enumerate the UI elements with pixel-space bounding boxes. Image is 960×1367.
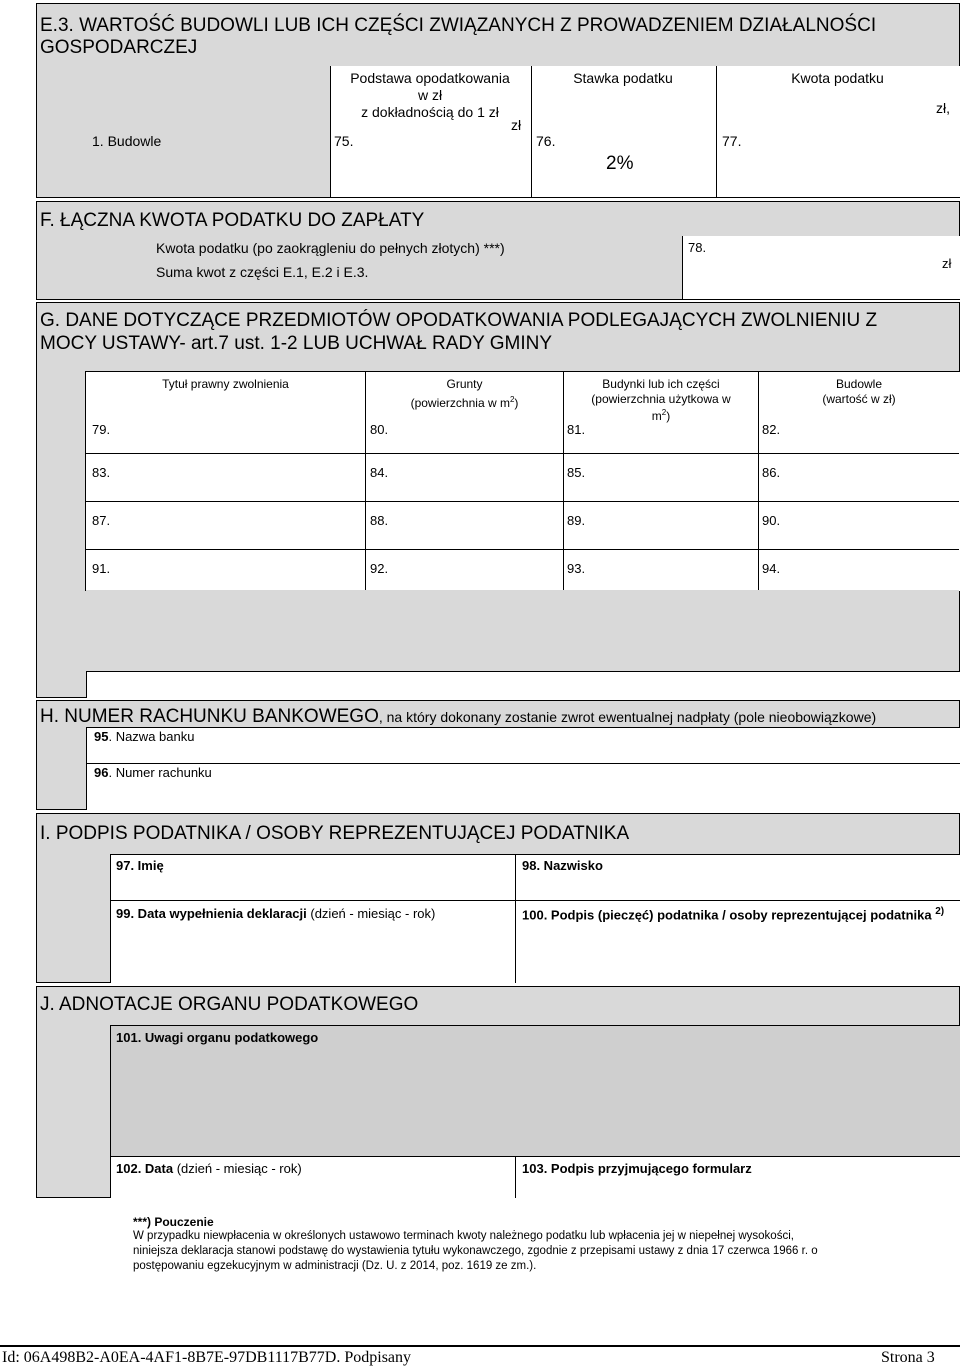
section-j-title: J. ADNOTACJE ORGANU PODATKOWEGO [40, 994, 419, 1015]
field-num-94[interactable]: 94. [762, 561, 781, 576]
section-h-title: H. NUMER RACHUNKU BANKOWEGO, na który dokonany zostanie zwrot ewentualnej nadpłaty (pole nieobowiązkowe) [40, 706, 877, 727]
note-line-3: postępowaniu egzekucyjnym w administracji (Dz. U. z 2014, poz. 1619 ze zm.). [133, 1260, 537, 1272]
col-base-header: Podstawa opodatkowania w zł z dokładnością do 1 zł [350, 70, 510, 120]
note-line-1: W przypadku niewpłacenia w określonych ustawowo terminach kwoty należnego podatku lub wpłacenia jej w niepełnej wysokości, [133, 1230, 794, 1242]
field-num-80[interactable]: 80. [370, 422, 389, 437]
col-rate-header: Stawka podatku [573, 70, 673, 86]
first-name-label: 97. Imię [116, 858, 164, 873]
bank-name-field[interactable] [86, 727, 960, 764]
note-title: ***) Pouczenie [133, 1215, 214, 1229]
field-num-76: 76. [536, 133, 556, 149]
f-field-78[interactable] [682, 236, 960, 299]
field-num-90[interactable]: 90. [762, 513, 781, 528]
field-num-81[interactable]: 81. [567, 422, 586, 437]
field-num-87[interactable]: 87. [92, 513, 111, 528]
row-label-budowle: 1. Budowle [92, 133, 162, 149]
field-num-79[interactable]: 79. [92, 422, 111, 437]
header-budynki: Budynki lub ich części (powierzchnia użytkowa w $m^2$) [591, 377, 731, 423]
field-num-77: 77. [722, 133, 742, 149]
account-number-label: 96. Numer rachunku [94, 765, 212, 780]
col-amount-header: Kwota podatku [791, 70, 884, 86]
document-id: Id: 06A498B2-A0EA-4AF1-8B7E-97DB1117B77D. Podpisany [2, 1349, 412, 1366]
section-f-title: F. ŁĄCZNA KWOTA PODATKU DO ZAPŁATY [40, 210, 425, 231]
receiver-signature-label: 103. Podpis przyjmującego formularz [522, 1161, 752, 1176]
first-name-field[interactable] [110, 854, 515, 900]
field-num-85[interactable]: 85. [567, 465, 586, 480]
footer-rule [0, 1345, 960, 1347]
section-g-title-cont: MOCY USTAWY- art.7 ust. 1-2 LUB UCHWAŁ RADY GMINY [40, 333, 553, 354]
e3-unit-77: zł, [936, 100, 950, 116]
field-num-93[interactable]: 93. [567, 561, 586, 576]
last-name-label: 98. Nazwisko [522, 858, 603, 873]
field-num-92[interactable]: 92. [370, 561, 389, 576]
receipt-date-label: 102. Data (dzień - miesiąc - rok) [116, 1161, 302, 1176]
field-num-78: 78. [688, 240, 707, 255]
field-num-91[interactable]: 91. [92, 561, 111, 576]
account-number-field[interactable] [86, 763, 960, 810]
section-g-title: G. DANE DOTYCZĄCE PRZEDMIOTÓW OPODATKOWANIA PODLEGAJĄCYCH ZWOLNIENIU Z [40, 310, 878, 331]
note-line-2: niniejsza deklaracja stanowi podstawę do wystawienia tytułu wykonawczego, zgodnie z przepisami ustawy z dnia 17 czerwca 1966 r. o [133, 1245, 818, 1257]
section-e3-title-cont: GOSPODARCZEJ [40, 37, 198, 58]
section-e3-title: E.3. WARTOŚĆ BUDOWLI LUB ICH CZĘŚCI ZWIĄZANYCH Z PROWADZENIEM DZIAŁALNOŚCI [40, 15, 877, 36]
header-grunty: Grunty (powierzchnia w $m^2$) [410, 377, 519, 410]
section-i-title: I. PODPIS PODATNIKA / OSOBY REPREZENTUJĄCEJ PODATNIKA [40, 823, 630, 844]
f-label: Kwota podatku (po zaokrągleniu do pełnych złotych) ***) Suma kwot z części E.1, E.2 i E.3. [156, 240, 505, 280]
signature-label: 100. Podpis (pieczęć) podatnika / osoby reprezentującej podatnika $^{2)}$ [522, 906, 945, 923]
field-num-89[interactable]: 89. [567, 513, 586, 528]
header-budowle: Budowle (wartość w zł) [822, 377, 896, 406]
field-num-83[interactable]: 83. [92, 465, 111, 480]
rate-value: 2% [606, 153, 634, 174]
header-legal-title: Tytuł prawny zwolnienia [162, 377, 289, 391]
field-num-84[interactable]: 84. [370, 465, 389, 480]
field-num-75: 75. [334, 133, 354, 149]
exemptions-table-footer [86, 590, 959, 630]
remarks-label: 101. Uwagi organu podatkowego [116, 1030, 319, 1045]
field-num-88[interactable]: 88. [370, 513, 389, 528]
g-blank-row [86, 671, 960, 698]
bank-name-label: 95. Nazwa banku [94, 729, 195, 744]
field-num-86[interactable]: 86. [762, 465, 781, 480]
page-number: Strona 3 [881, 1349, 935, 1366]
fill-date-label: 99. Data wypełnienia deklaracji (dzień - miesiąc - rok) [116, 906, 436, 921]
e3-unit-75: zł [511, 117, 522, 133]
field-num-82[interactable]: 82. [762, 422, 781, 437]
f-unit: zł [942, 256, 952, 271]
